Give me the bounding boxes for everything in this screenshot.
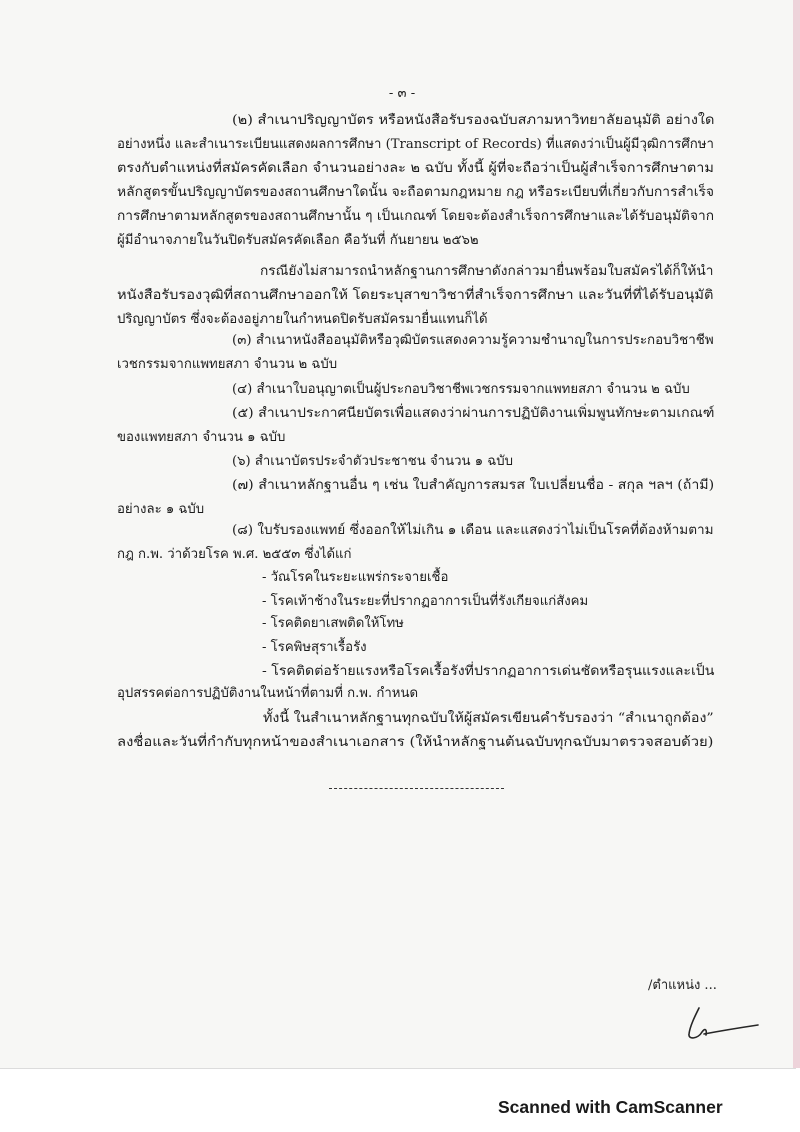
body-line: (๕) สำเนาประกาศนียบัตรเพื่อแสดงว่าผ่านการปฏิบัติงานเพิ่มพูนทักษะตามเกณฑ์ [232, 406, 715, 421]
body-line: (๓) สำเนาหนังสืออนุมัติหรือวุฒิบัตรแสดงความรู้ความชำนาญในการประกอบวิชาชีพ [232, 333, 714, 348]
list-item: - โรคติดต่อร้ายแรงหรือโรคเรื้อรังที่ปรากฏอาการเด่นชัดหรือรุนแรงและเป็น [262, 664, 715, 679]
body-line: ปริญญาบัตร ซึ่งจะต้องอยู่ภายในกำหนดปิดรับสมัครมายื่นแทนก็ได้ [117, 312, 488, 327]
body-line: อุปสรรคต่อการปฏิบัติงานในหน้าที่ตามที่ ก.พ. กำหนด [117, 686, 419, 701]
list-item: - วัณโรคในระยะแพร่กระจายเชื้อ [262, 570, 449, 585]
body-line: (๒) สำเนาปริญญาบัตร หรือหนังสือรับรองฉบับสภามหาวิทยาลัยอนุมัติ อย่างใด [232, 113, 715, 128]
body-line: อย่างหนึ่ง และสำเนาระเบียนแสดงผลการศึกษา (Transcript of Records) ที่แสดงว่าเป็นผู้มีวุฒิการศึกษา [117, 137, 714, 152]
continuation-note: /ตำแหน่ง ... [648, 978, 717, 993]
list-item: - โรคพิษสุราเรื้อรัง [262, 640, 367, 655]
body-line: หนังสือรับรองวุฒิที่สถานศึกษาออกให้ โดยระบุสาขาวิชาที่สำเร็จการศึกษา และวันที่ที่ได้รับอนุมัติ [117, 288, 714, 303]
body-line: ตรงกับตำแหน่งที่สมัครคัดเลือก จำนวนอย่างละ ๒ ฉบับ ทั้งนี้ ผู้ที่จะถือว่าเป็นผู้สำเร็จการศึกษาตาม [117, 161, 714, 176]
body-line: ลงชื่อและวันที่กำกับทุกหน้าของสำเนาเอกสาร (ให้นำหลักฐานต้นฉบับทุกฉบับมาตรวจสอบด้วย) [117, 735, 714, 750]
end-rule [329, 788, 504, 789]
body-line: ของแพทยสภา จำนวน ๑ ฉบับ [117, 430, 286, 445]
scanner-watermark: Scanned with CamScanner [498, 1097, 723, 1117]
body-line: อย่างละ ๑ ฉบับ [117, 502, 205, 517]
body-line: (๖) สำเนาบัตรประจำตัวประชาชน จำนวน ๑ ฉบับ [232, 454, 513, 469]
body-line: การศึกษาตามหลักสูตรของสถานศึกษานั้น ๆ เป็นเกณฑ์ โดยจะต้องสำเร็จการศึกษาและได้รับอนุมัติจาก [117, 209, 715, 224]
body-line: หลักสูตรขั้นปริญญาบัตรของสถานศึกษาใดนั้น จะถือตามกฎหมาย กฎ หรือระเบียบที่เกี่ยวกับการสำเร็จ [117, 185, 715, 200]
body-line: เวชกรรมจากแพทยสภา จำนวน ๒ ฉบับ [117, 357, 338, 372]
signature-mark [680, 1004, 760, 1044]
page-number: - ๓ - [388, 86, 416, 101]
body-line: (๗) สำเนาหลักฐานอื่น ๆ เช่น ใบสำคัญการสมรส ใบเปลี่ยนชื่อ - สกุล ฯลฯ (ถ้ามี) [232, 478, 715, 493]
list-item: - โรคเท้าช้างในระยะที่ปรากฏอาการเป็นที่รังเกียจแก่สังคม [262, 594, 589, 609]
list-item: - โรคติดยาเสพติดให้โทษ [262, 616, 404, 631]
body-line: กฎ ก.พ. ว่าด้วยโรค พ.ศ. ๒๕๕๓ ซึ่งได้แก่ [117, 547, 352, 562]
body-line: กรณียังไม่สามารถนำหลักฐานการศึกษาดังกล่าวมายื่นพร้อมใบสมัครได้ก็ให้นำ [260, 264, 714, 279]
page-edge-strip [793, 0, 800, 1068]
body-line: (๔) สำเนาใบอนุญาตเป็นผู้ประกอบวิชาชีพเวชกรรมจากแพทยสภา จำนวน ๒ ฉบับ [232, 382, 690, 397]
body-line: (๘) ใบรับรองแพทย์ ซึ่งออกให้ไม่เกิน ๑ เดือน และแสดงว่าไม่เป็นโรคที่ต้องห้ามตาม [232, 523, 714, 538]
body-line: ทั้งนี้ ในสำเนาหลักฐานทุกฉบับให้ผู้สมัครเขียนคำรับรองว่า “สำเนาถูกต้อง” [263, 711, 714, 726]
body-line: ผู้มีอำนาจภายในวันปิดรับสมัครคัดเลือก คือวันที่ กันยายน ๒๕๖๒ [117, 233, 479, 248]
